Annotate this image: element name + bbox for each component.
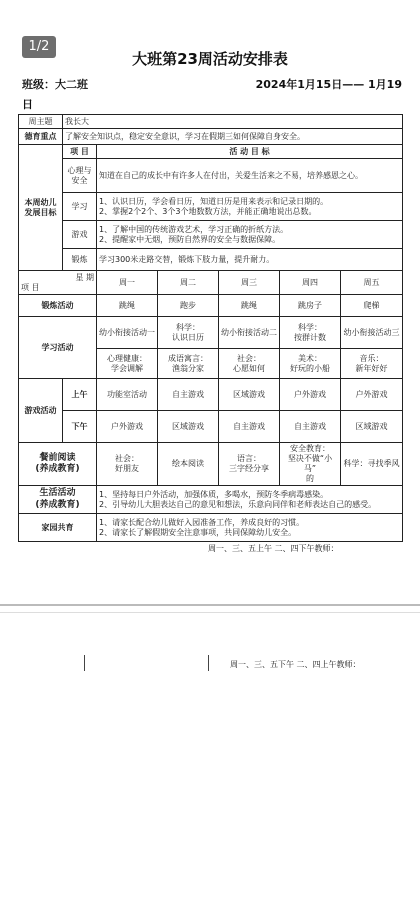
moral-row: [19, 129, 403, 145]
goals-item-header: 项 目: [63, 145, 97, 159]
theme-row: [19, 115, 403, 129]
theme-label: 周主题: [19, 115, 63, 129]
class-label: 班级：大二班: [22, 78, 88, 91]
game-row-pm: [19, 411, 403, 443]
goal-row: [19, 159, 403, 193]
home-row: [19, 514, 403, 542]
goal-item: 心理与安全: [63, 159, 97, 193]
page-divider: [0, 604, 420, 606]
study-cell: 心理健康： 学会调解: [97, 349, 158, 379]
goal-text: 知道在自己的成长中有许多人在付出，关爱生活来之不易，培养感恩之心。: [97, 159, 403, 193]
reading-cell: 安全教育： 坚决不做“小马” 的: [280, 443, 341, 486]
study-cell: 成语寓言： 渔翁分家: [158, 349, 219, 379]
reading-cell: 语言： 三字经分享: [219, 443, 280, 486]
reading-cell: 科学：寻找季风: [341, 443, 403, 486]
study-cell: 科学： 按群计数: [280, 317, 341, 349]
corner-label-items: 项 目: [21, 282, 40, 292]
goal-item: 游戏: [63, 221, 97, 249]
study-cell: 幼小衔接活动二: [219, 317, 280, 349]
goal-row: [19, 193, 403, 221]
game-cell: 户外游戏: [97, 411, 158, 443]
teacher-line-2: 周一、三、五下午 二、四上午教师：: [230, 660, 361, 669]
study-cell: 音乐： 新年好好: [341, 349, 403, 379]
study-cell: 幼小衔接活动一: [97, 317, 158, 349]
exercise-cell: 跳绳: [219, 295, 280, 317]
schedule-corner-cell: [19, 271, 97, 295]
reading-cell: 绘本阅读: [158, 443, 219, 486]
exercise-cell: 跳房子: [280, 295, 341, 317]
study-cell: 社会： 心愿如何: [219, 349, 280, 379]
study-row: [19, 317, 403, 349]
exercise-cell: 跑步: [158, 295, 219, 317]
goal-row: [19, 249, 403, 271]
goal-row: [19, 221, 403, 249]
home-label: 家园共育: [19, 514, 97, 542]
reading-cell: 社会： 好朋友: [97, 443, 158, 486]
day-header: 周三: [219, 271, 280, 295]
game-cell: 自主游戏: [280, 411, 341, 443]
study-cell: 科学： 认识日历: [158, 317, 219, 349]
goal-text: 1、认识日历，学会看日历，知道日历是用来表示和记录日期的。 2、掌握2个2个、3个3个地数数方法，并能正确地说出总数。: [97, 193, 403, 221]
reading-row: [19, 443, 403, 486]
home-text: 1、请家长配合幼儿做好入园准备工作，养成良好的习惯。 2、请家长了解假期安全注意事项，共同保障幼儿安全。: [97, 514, 403, 542]
theme-value: 我长大: [63, 115, 403, 129]
game-cell: 户外游戏: [341, 379, 403, 411]
exercise-row: [19, 295, 403, 317]
goal-text: 学习300米走路交替，锻炼下肢力量，提升耐力。: [97, 249, 403, 271]
schedule-table: [18, 114, 403, 542]
date-range-wrap: 日: [22, 98, 33, 111]
cell-divider-bar: [208, 655, 209, 671]
game-row-am: [19, 379, 403, 411]
game-cell: 户外游戏: [280, 379, 341, 411]
goal-item: 学习: [63, 193, 97, 221]
reading-label: 餐前阅读 (养成教育): [19, 443, 97, 486]
date-range: 2024年1月15日—— 1月19: [255, 78, 402, 91]
game-cell: 区域游戏: [341, 411, 403, 443]
page-number-badge: 1/2: [22, 36, 56, 58]
day-header: 周四: [280, 271, 341, 295]
page-divider-shadow: [0, 612, 420, 613]
study-cell: 美术： 好玩的小船: [280, 349, 341, 379]
goals-header-row: [19, 145, 403, 159]
exercise-label: 锻炼活动: [19, 295, 97, 317]
schedule-header-row: [19, 271, 403, 295]
study-label: 学习活动: [19, 317, 97, 379]
exercise-cell: 爬梯: [341, 295, 403, 317]
game-cell: 区域游戏: [219, 379, 280, 411]
day-header: 周一: [97, 271, 158, 295]
game-pm-label: 下午: [63, 411, 97, 443]
game-cell: 区域游戏: [158, 411, 219, 443]
study-cell: 幼小衔接活动三: [341, 317, 403, 349]
moral-value: 了解安全知识点，稳定安全意识，学习在假期三如何保障自身安全。: [63, 129, 403, 145]
teacher-line-1: 周一、三、五上午 二、四下午教师：: [208, 544, 339, 553]
goal-text: 1、了解中国的传统游戏艺术，学习正确的折纸方法。 2、提醒家中无烟，预防自然界的安全与数据保障。: [97, 221, 403, 249]
life-row: [19, 486, 403, 514]
game-cell: 自主游戏: [158, 379, 219, 411]
game-am-label: 上午: [63, 379, 97, 411]
document-title: 大班第23周活动安排表: [132, 50, 288, 68]
day-header: 周五: [341, 271, 403, 295]
corner-label-days: 星 期: [75, 272, 94, 282]
text-cursor-bar: [84, 655, 85, 671]
life-text: 1、坚持每日户外活动，加强体质，多喝水，预防冬季病毒感染。 2、引导幼儿大胆表达自己的意见和想法，乐意向同伴和老师表达自己的感受。: [97, 486, 403, 514]
life-label: 生活活动 (养成教育): [19, 486, 97, 514]
moral-label: 德育重点: [19, 129, 63, 145]
goals-section-label: 本周幼儿发展目标: [19, 145, 63, 271]
goals-goal-header: 活 动 目 标: [97, 145, 403, 159]
day-header: 周二: [158, 271, 219, 295]
exercise-cell: 跳绳: [97, 295, 158, 317]
game-cell: 功能室活动: [97, 379, 158, 411]
game-label: 游戏活动: [19, 379, 63, 443]
game-cell: 自主游戏: [219, 411, 280, 443]
goal-item: 锻炼: [63, 249, 97, 271]
